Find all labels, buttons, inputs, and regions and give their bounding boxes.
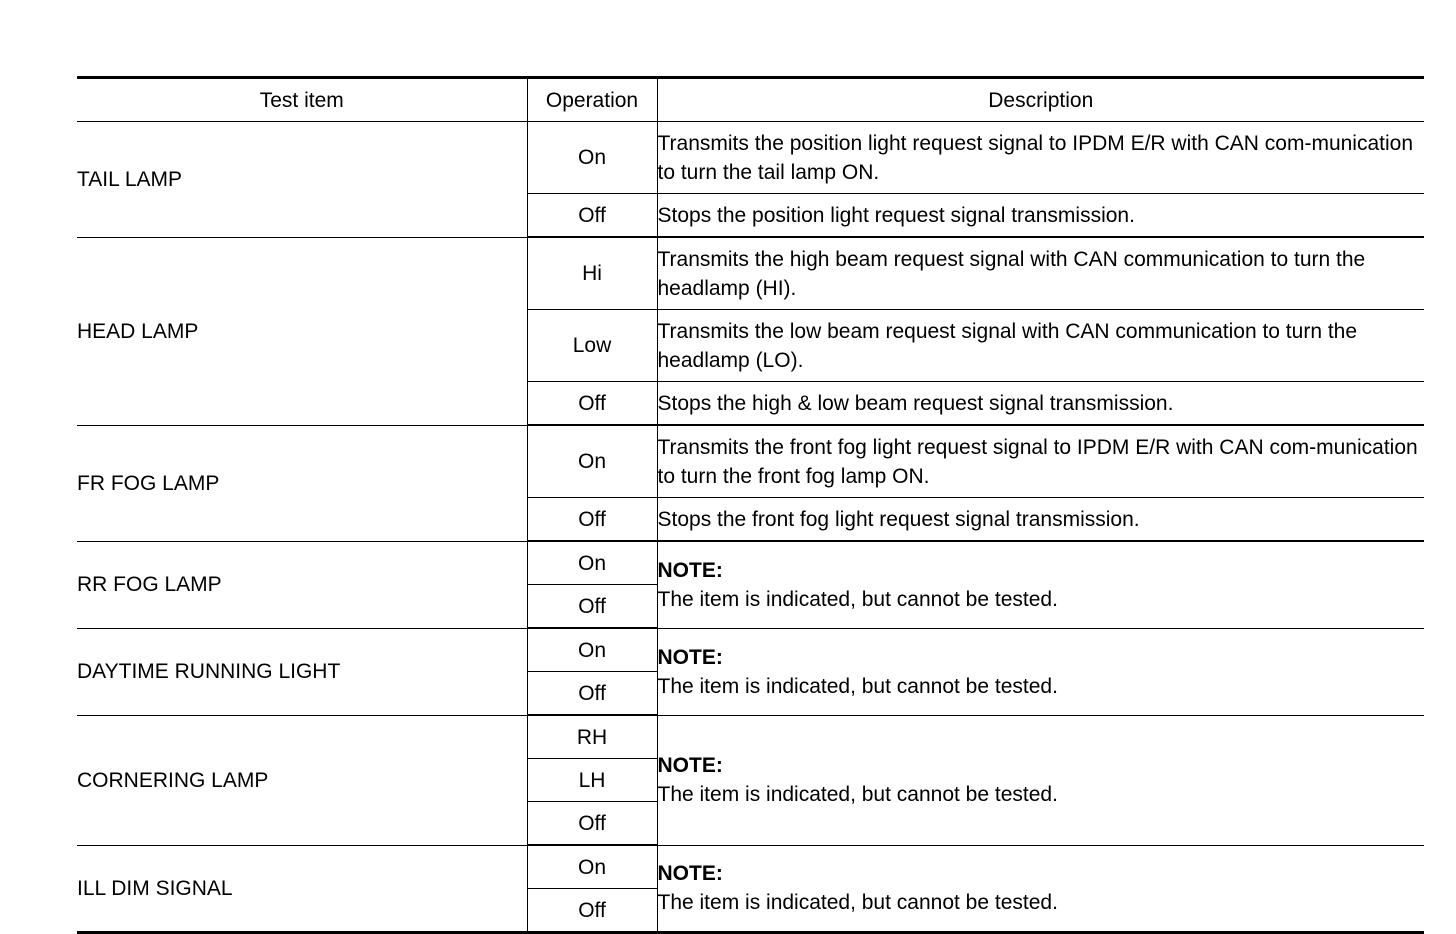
item-cornering-lamp: CORNERING LAMP	[77, 715, 527, 845]
operation-cell: On	[527, 425, 657, 498]
operation-cell: Off	[527, 498, 657, 542]
test-item-table	[77, 76, 1424, 934]
table-row	[77, 845, 1424, 889]
table-row	[77, 628, 1424, 672]
header-operation: Operation	[527, 78, 657, 122]
note-text: The item is indicated, but cannot be tested.	[657, 891, 1058, 915]
table-row	[77, 715, 1424, 759]
note-label: NOTE:	[657, 645, 723, 669]
operation-cell: On	[527, 541, 657, 585]
header-description: Description	[657, 78, 1424, 122]
description-cell: Transmits the front fog light request signal to IPDM E/R with CAN com-munication to turn the front fog lamp ON.	[657, 425, 1424, 498]
description-cell: Transmits the high beam request signal with CAN communication to turn the headlamp (HI).	[657, 237, 1424, 310]
note-cell	[657, 715, 1424, 845]
operation-cell: Off	[527, 889, 657, 933]
note-label: NOTE:	[657, 862, 723, 886]
table-row	[77, 425, 1424, 498]
description-cell: Stops the position light request signal transmission.	[657, 194, 1424, 238]
note-text: The item is indicated, but cannot be tested.	[657, 587, 1058, 611]
operation-cell: Low	[527, 310, 657, 382]
table-row	[77, 122, 1424, 194]
operation-cell: On	[527, 628, 657, 672]
header-row	[77, 78, 1424, 122]
item-rr-fog-lamp: RR FOG LAMP	[77, 541, 527, 628]
operation-cell: On	[527, 845, 657, 889]
table-row	[77, 541, 1424, 585]
note-text: The item is indicated, but cannot be tested.	[657, 783, 1058, 806]
note-text: The item is indicated, but cannot be tested.	[657, 674, 1058, 698]
item-tail-lamp: TAIL LAMP	[77, 122, 527, 238]
operation-cell: Off	[527, 194, 657, 238]
operation-cell: Hi	[527, 237, 657, 310]
description-cell: Transmits the low beam request signal with CAN communication to turn the headlamp (LO).	[657, 310, 1424, 382]
item-ill-dim-signal: ILL DIM SIGNAL	[77, 845, 527, 933]
item-daytime-running-light: DAYTIME RUNNING LIGHT	[77, 628, 527, 715]
operation-cell: LH	[527, 759, 657, 802]
operation-cell: Off	[527, 802, 657, 846]
description-cell: Stops the high & low beam request signal transmission.	[657, 382, 1424, 426]
note-cell	[657, 845, 1424, 933]
operation-cell: On	[527, 122, 657, 194]
note-cell	[657, 541, 1424, 628]
note-label: NOTE:	[657, 558, 723, 582]
table-row	[77, 237, 1424, 310]
item-fr-fog-lamp: FR FOG LAMP	[77, 425, 527, 541]
operation-cell: RH	[527, 715, 657, 759]
note-label: NOTE:	[657, 754, 723, 777]
operation-cell: Off	[527, 585, 657, 629]
operation-cell: Off	[527, 672, 657, 716]
operation-cell: Off	[527, 382, 657, 426]
item-head-lamp: HEAD LAMP	[77, 237, 527, 425]
note-cell	[657, 628, 1424, 715]
description-cell: Stops the front fog light request signal transmission.	[657, 498, 1424, 542]
header-test-item: Test item	[77, 78, 527, 122]
description-cell: Transmits the position light request signal to IPDM E/R with CAN com-munication to turn the tail lamp ON.	[657, 122, 1424, 194]
